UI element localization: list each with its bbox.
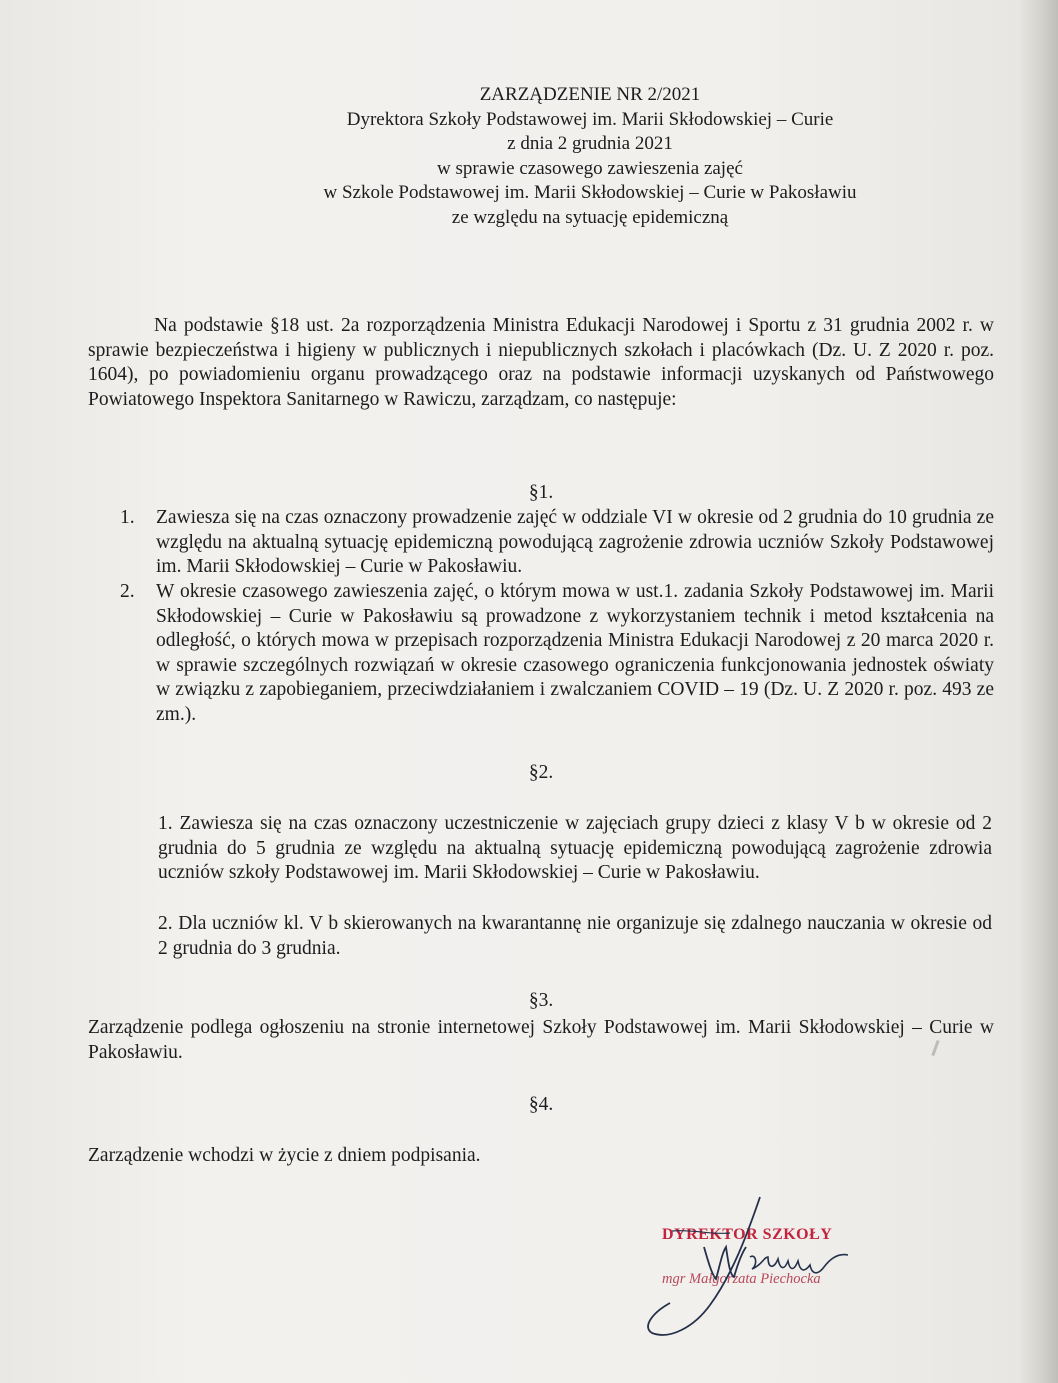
item-number: 1. <box>120 507 135 528</box>
section-1-item-2 <box>120 580 994 727</box>
section-3-text: Zarządzenie podlega ogłoszeniu na stronie internetowej Szkoły Podstawowej im. Marii Skłodowskiej – Curie w Pakosławiu. <box>88 1017 994 1063</box>
stamp-name: mgr Małgorzata Piechocka <box>662 1271 821 1287</box>
item-text: W okresie czasowego zawieszenia zajęć, o którym mowa w ust.1. zadania Szkoły Podstawowej im. Marii Skłodowskiej – Curie w Pakosławiu są prowadzone z wykorzystaniem technik i metod kształcenia na odległość, o których mowa w przepisach rozporządzenia Ministra Edukacji Narodowej z 20 marca 2020 r. w sprawie szczególnych rozwiązań w okresie czasowego ograniczenia funkcjonowania jednostek oświaty w związku z zapobieganiem, przeciwdziałaniem i zwalczaniem COVID – 19 (Dz. U. Z 2020 r. poz. 493 ze zm.). <box>156 581 994 725</box>
item-text: 2. Dla uczniów kl. V b skierowanych na kwarantannę nie organizuje się zdalnego nauczania w okresie od 2 grudnia do 3 grudnia. <box>158 913 992 959</box>
item-text: 1. Zawiesza się na czas oznaczony uczestniczenie w zajęciach grupy dzieci z klasy V b w okresie od 2 grudnia do 5 grudnia ze względu na aktualną sytuację epidemiczną powodującą zagrożenie zdrowia uczniów szkoły Podstawowej im. Marii Skłodowskiej – Curie w Pakosławiu. <box>158 813 992 883</box>
section-1-title: §1. <box>528 482 554 503</box>
header-school: w Szkole Podstawowej im. Marii Skłodowskiej – Curie w Pakosławiu <box>323 182 857 203</box>
section-4-block <box>88 1144 994 1169</box>
intro-paragraph: Na podstawie §18 ust. 2a rozporządzenia Ministra Edukacji Narodowej i Sportu z 31 grudnia 2002 r. w sprawie bezpieczeństwa i higieny w publicznych i niepublicznych szkołach i placówkach (Dz. U. Z 2020 r. poz. 1604), po powiadomieniu organu prowadzącego oraz na podstawie informacji uzyskanych od Państwowego Powiatowego Inspektora Sanitarnego w Rawiczu, zarządzam, co następuje: <box>88 315 994 410</box>
header-subject: w sprawie czasowego zawieszenia zajęć <box>437 157 743 179</box>
stamp-title: DYREKTOR SZKOŁY <box>662 1226 833 1243</box>
item-number: 2. <box>120 581 135 602</box>
intro-paragraph-block <box>88 314 994 412</box>
section-3-block <box>88 1016 994 1065</box>
section-2-title: §2. <box>528 762 554 783</box>
section-2-item-1 <box>158 812 992 886</box>
signature <box>612 1195 862 1345</box>
header-date: z dnia 2 grudnia 2021 <box>507 133 673 154</box>
section-4-text: Zarządzenie wchodzi w życie z dniem podpisania. <box>88 1145 481 1166</box>
section-4-title: §4. <box>528 1094 554 1115</box>
item-text: Zawiesza się na czas oznaczony prowadzenie zajęć w oddziale VI w okresie od 2 grudnia do 10 grudnia ze względu na aktualną sytuację epidemiczną powodującą zagrożenie zdrowia uczniów Szkoły Podstawowej im. Marii Skłodowskiej – Curie w Pakosławiu. <box>156 507 994 577</box>
section-1-item-1 <box>120 506 994 580</box>
section-2-item-2 <box>158 912 992 961</box>
section-3-title: §3. <box>528 990 554 1011</box>
document-title: ZARZĄDZENIE NR 2/2021 <box>479 84 701 105</box>
document-header <box>150 83 1030 230</box>
header-reason: ze względu na sytuację epidemiczną <box>451 206 729 228</box>
header-issuer: Dyrektora Szkoły Podstawowej im. Marii Skłodowskiej – Curie <box>346 108 834 130</box>
